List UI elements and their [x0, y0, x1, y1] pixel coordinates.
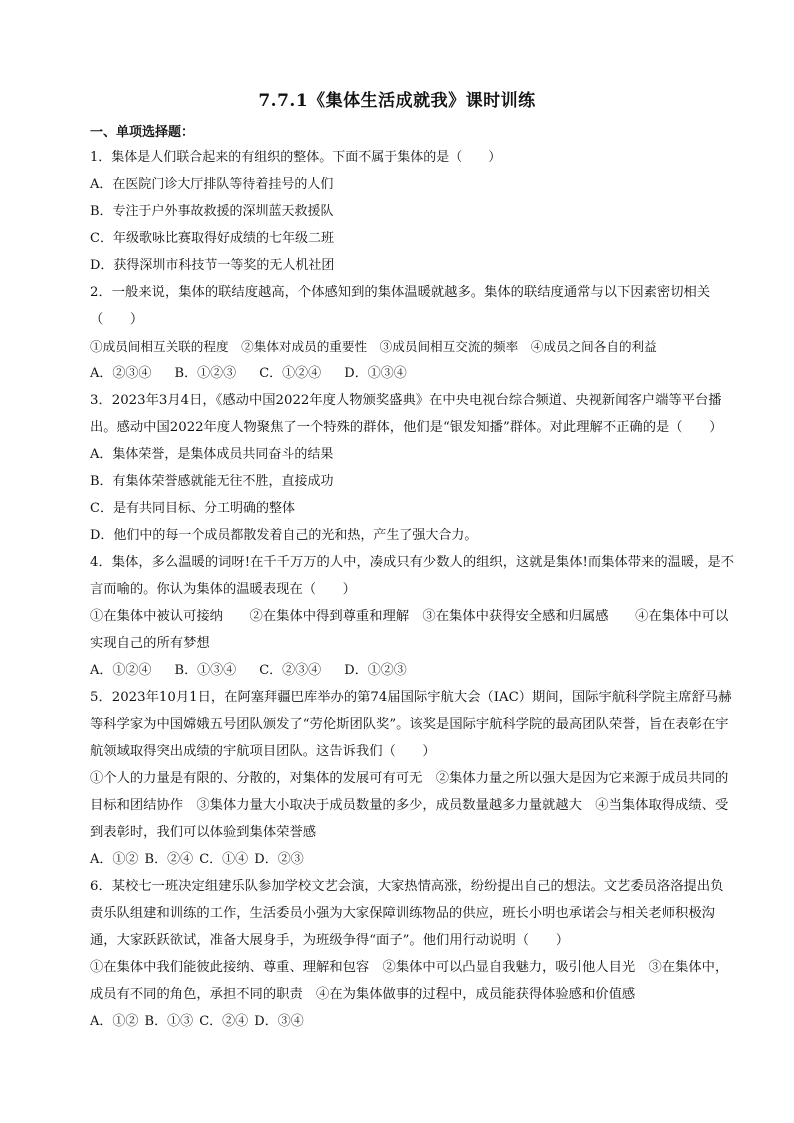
option-a: A．集体荣誉，是集体成员共同奋斗的结果 — [90, 447, 334, 462]
answer-options: A．①②④ B．①③④ C．②③④ D．①②③ — [90, 663, 407, 678]
question-5 — [90, 684, 735, 873]
question-statements: ①个人的力量是有限的、分散的，对集体的发展可有可无 ②集体力量之所以强大是因为它来源于成员共同的目标和团结协作 ③集体力量大小取决于成员数量的多少，成员数量越多力量就越大 ④当集体取得成绩、受到表彰时，我们可以体验到集体荣誉感 — [90, 771, 729, 840]
question-stem: 5．2023年10月1日，在阿塞拜疆巴库举办的第74届国际宇航大会（IAC）期间，国际宇航科学院主席舒马赫等科学家为中国嫦娥五号团队颁发了“劳伦斯团队奖”。该奖是国际宇航科学院的最高团队荣誉，旨在表彰在宇航领域取得突出成绩的宇航项目团队。这告诉我们（ ） — [90, 690, 732, 759]
question-statements: ①成员间相互关联的程度 ②集体对成员的重要性 ③成员间相互交流的频率 ④成员之间各自的利益 — [90, 339, 657, 354]
answer-options: A．①② B．①③ C．②④ D．③④ — [90, 1014, 304, 1029]
question-2 — [90, 279, 735, 387]
question-1 — [90, 144, 735, 279]
option-c: C．年级歌咏比赛取得好成绩的七年级二班 — [90, 231, 334, 246]
question-4 — [90, 549, 735, 684]
question-list — [90, 122, 735, 1035]
answer-options: A．②③④ B．①②③ C．①②④ D．①③④ — [90, 366, 407, 381]
question-stem: 6．某校七一班决定组建乐队参加学校文艺会演，大家热情高涨，纷纷提出自己的想法。文艺委员洛洛提出负责乐队组建和训练的工作，生活委员小强为大家保障训练物品的供应，班长小明也承诺会与相关老师积极沟通，大家跃跃欲试，准备大展身手，为班级争得“面子”。他们用行动说明（ ） — [90, 879, 724, 948]
section-heading: 一、单项选择题： — [90, 125, 195, 140]
option-b: B．专注于户外事故救援的深圳蓝天救援队 — [90, 204, 334, 219]
option-d: D．他们中的每一个成员都散发着自己的光和热，产生了强大合力。 — [90, 528, 478, 543]
option-a: A．在医院门诊大厅排队等待着挂号的人们 — [90, 177, 334, 192]
question-6 — [90, 873, 735, 1035]
question-statements: ①在集体中被认可接纳 ②在集体中得到尊重和理解 ③在集体中获得安全感和归属感 ④在集体中可以实现自己的所有梦想 — [90, 609, 729, 651]
question-statements: ①在集体中我们能彼此接纳、尊重、理解和包容 ②集体中可以凸显自我魅力，吸引他人目光 ③在集体中，成员有不同的角色，承担不同的职责 ④在为集体做事的过程中，成员能获得体验感和价值感 — [90, 960, 729, 1002]
question-stem: 4．集体，多么温暖的词呀!在千千万万的人中，凑成只有少数人的组织，这就是集体!而集体带来的温暖，是不言而喻的。你认为集体的温暖表现在（ ） — [90, 555, 735, 597]
question-stem: 1．集体是人们联合起来的有组织的整体。下面不属于集体的是（ ） — [90, 150, 502, 165]
question-stem: 2．一般来说，集体的联结度越高，个体感知到的集体温暖就越多。集体的联结度通常与以下因素密切相关（ ） — [90, 285, 711, 327]
option-c: C．是有共同目标、分工明确的整体 — [90, 501, 295, 516]
option-d: D．获得深圳市科技节一等奖的无人机社团 — [90, 258, 335, 273]
option-b: B．有集体荣誉感就能无往不胜，直接成功 — [90, 474, 334, 489]
question-stem: 3．2023年3月4日，《感动中国2022年度人物颁奖盛典》在中央电视台综合频道、央视新闻客户端等平台播出。感动中国2022年度人物聚焦了一个特殊的群体，他们是“银发知播”群体。对此理解不正确的是（ ） — [90, 393, 723, 435]
question-3 — [90, 387, 735, 549]
answer-options: A．①② B．②④ C．①④ D．②③ — [90, 852, 304, 867]
page-title: 7.7.1《集体生活成就我》课时训练 — [258, 91, 536, 111]
